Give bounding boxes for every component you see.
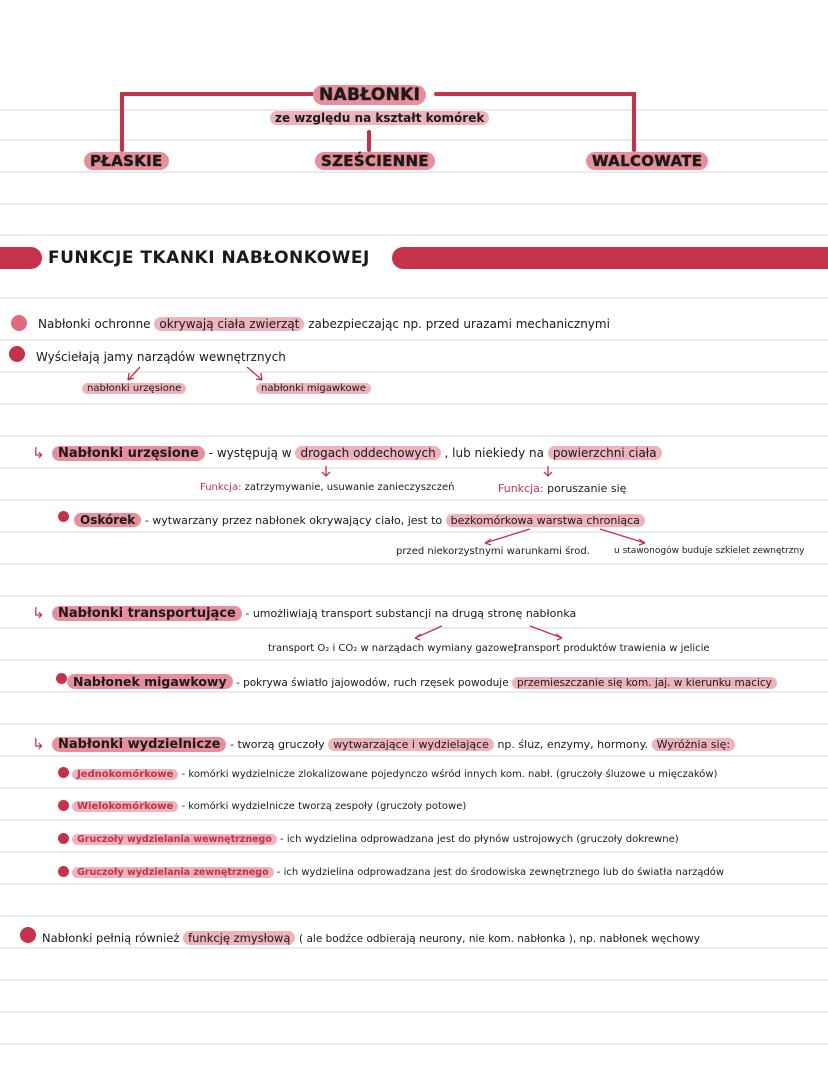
banner-left-bar [0,247,42,269]
para-transport [52,606,576,621]
section-title: FUNKCJE TKANKI NABŁONKOWEJ [48,248,370,268]
bullet-dot [58,800,69,811]
secretory-item [72,801,466,812]
highlight: drogach oddechowych [295,446,440,460]
diagram-node-middle: SZEŚCIENNE [315,152,435,170]
label: Funkcja: [200,482,242,493]
para-protective [38,317,610,331]
bullet-dot [9,346,25,362]
bullet-dot [20,927,36,943]
transport-branch-1: transport O₂ i CO₂ w narządach wymiany gazowej [268,643,517,654]
highlight: przemieszczanie się kom. jaj. w kierunku macicy [512,677,777,689]
item-text: - komórki wydzielnicze tworzą zespoły (gruczoły potowe) [181,801,467,812]
para-ciliated [52,446,662,461]
item-label: Wielokomórkowe [72,801,178,812]
secretory-item [72,867,724,878]
highlight: bezkomórkowa warstwa chroniąca [446,514,645,527]
bullet-dot [58,833,69,844]
para-cuticle [74,513,645,527]
cuticle-branch-1: przed niekorzystnymi warunkami środ. [396,546,590,557]
text: - występują w [208,446,292,460]
sub-arrow-icon: ↳ [32,604,45,622]
item-text: - komórki wydzielnicze zlokalizowane pojedynczo wśród innych kom. nabł. (gruczoły śluzowe u mięczaków) [181,769,718,780]
highlight: Wyróżnia się: [652,738,736,751]
item-label: Gruczoły wydzielania zewnętrznego [72,867,274,878]
text: ( ale bodźce odbierają neurony, nie kom. nabłonka ), np. nabłonek węchowy [299,933,700,945]
para-lining: Wyściełają jamy narządów wewnętrznych [36,350,286,364]
para-sensory [42,931,700,945]
sub-arrow-icon: ↳ [32,444,45,462]
branch-ciliated: nabłonki urzęsione [82,383,186,394]
bullet-dot [56,673,67,684]
para-flagellated [67,674,777,689]
heading: Oskórek [74,513,141,527]
item-label: Jednokomórkowe [72,769,178,780]
transport-branch-2: transport produktów trawienia w jelicie [514,643,710,654]
cuticle-branch-2: u stawonogów buduje szkielet zewnętrzny [614,546,805,556]
bullet-dot [58,511,69,522]
text: , lub niekiedy na [444,446,545,460]
function-2 [498,482,626,495]
heading: Nabłonek migawkowy [67,674,233,689]
highlight: powierzchni ciała [548,446,662,460]
item-text: - ich wydzielina odprowadzana jest do środowiska zewnętrznego lub do światła narządów [276,867,725,878]
item-label: Gruczoły wydzielania wewnętrznego [72,834,277,845]
sub-arrow-icon: ↳ [32,735,45,753]
highlight: funkcję zmysłową [183,931,295,945]
text: zatrzymywanie, usuwanie zanieczyszczeń [244,482,455,493]
bullet-dot [11,315,27,331]
branch-flagellated: nabłonki migawkowe [256,383,371,394]
highlight: wytwarzające i wydzielające [328,738,494,751]
diagram-node-left: PŁASKIE [84,152,169,170]
secretory-item [72,834,679,845]
item-text: - ich wydzielina odprowadzana jest do płynów ustrojowych (gruczoły dokrewne) [280,834,679,845]
diagram-node-right: WALCOWATE [586,152,708,170]
text: - wytwarzany przez nabłonek okrywający ciało, jest to [144,514,443,527]
text: zabezpieczając np. przed urazami mechanicznymi [308,317,610,331]
bullet-dot [58,866,69,877]
diagram-subtitle: ze względu na kształt komórek [270,111,489,125]
text: - umożliwiają transport substancji na drugą stronę nabłonka [245,607,577,620]
highlight: okrywają ciała zwierząt [154,317,304,331]
function-1 [200,482,454,493]
text: np. śluz, enzymy, hormony. [497,738,649,751]
heading: Nabłonki wydzielnicze [52,737,226,752]
text: Nabłonki ochronne [38,317,151,331]
banner-right-bar [392,247,828,269]
heading: Nabłonki urzęsione [52,446,205,461]
text: - tworzą gruczoły [229,738,325,751]
heading: Nabłonki transportujące [52,606,242,621]
bullet-dot [58,767,69,778]
secretory-item [72,769,717,780]
para-secretory [52,737,735,752]
label: Funkcja: [498,482,544,495]
text: Nabłonki pełnią również [42,931,180,945]
text: - pokrywa światło jajowodów, ruch rzęsek powoduje [235,677,509,689]
text: poruszanie się [547,482,627,495]
diagram-root: NABŁONKI [313,85,426,105]
